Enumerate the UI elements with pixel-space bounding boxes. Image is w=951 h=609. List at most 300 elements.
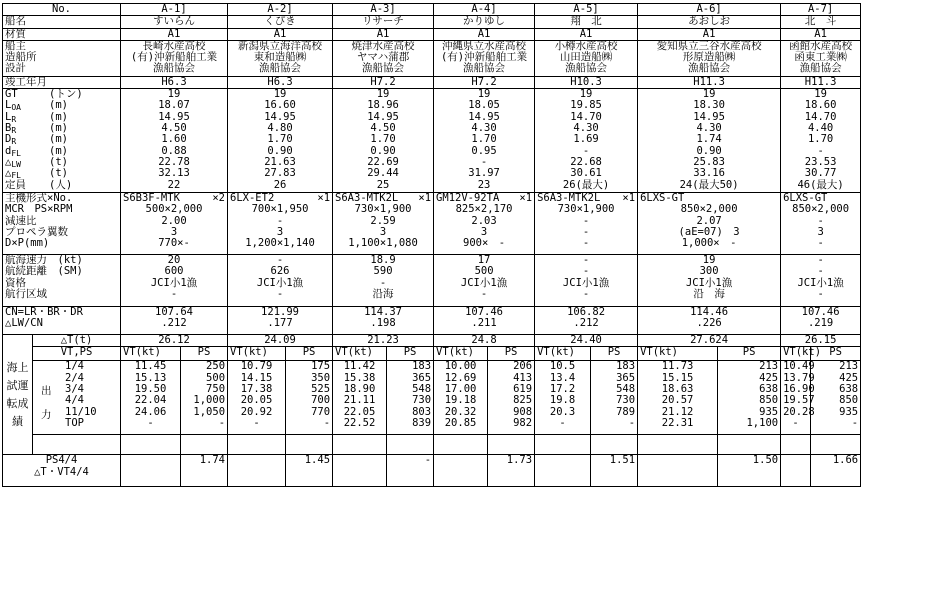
label-engine: [3, 193, 121, 255]
engine-values: [638, 193, 781, 255]
cell-line: 21.11: [343, 394, 376, 407]
vt-values: [333, 361, 387, 435]
cell-line: 漁船協会: [259, 62, 302, 75]
cell-line: ヤマハ蒲郡: [356, 51, 410, 64]
cell-line: 14.95: [158, 110, 190, 123]
cell-line: 11.45: [134, 360, 167, 373]
cn-values: [228, 307, 333, 335]
cell-line: 1.69: [573, 133, 599, 146]
engine-model: 6LXS-GT: [640, 192, 685, 205]
cn-values: [638, 307, 781, 335]
cell-line: -: [253, 416, 260, 429]
cell-line: 700: [311, 394, 331, 407]
vt-values: [535, 361, 591, 435]
cell-line: 0.90: [267, 144, 293, 157]
cell-line: 船主: [5, 39, 26, 52]
cell-line: 300: [699, 265, 719, 278]
cell-line: -: [582, 254, 590, 267]
cell-line: 33.16: [693, 167, 725, 180]
cell-line: 850: [839, 394, 859, 407]
dim-label: 定員 (人): [5, 178, 73, 191]
label-vtps: VT,PS: [33, 347, 121, 361]
cell-line: 19: [273, 88, 287, 101]
cell-line: 4.40: [807, 122, 834, 135]
cell-line: .219: [807, 317, 834, 330]
cell-line: MCR PS×RPM: [5, 203, 73, 216]
engine-mcr: 825×2,170: [455, 203, 513, 216]
completed: H11.3: [638, 76, 781, 88]
cell-line: 22.05: [343, 405, 376, 418]
engine-dp: 1,200×1,140: [245, 237, 315, 250]
cell-line: 590: [373, 265, 393, 278]
dims-values: [781, 89, 861, 193]
owner-info: [638, 40, 781, 76]
engine-values: [434, 193, 535, 255]
ship-name: あおしお: [638, 16, 781, 28]
spacer: [228, 435, 286, 455]
cell-line: 10.79: [240, 360, 273, 373]
dim-label: $\triangle_{LW}$ (t): [5, 155, 68, 169]
cell-line: (有)沖新船舶工業: [130, 51, 218, 64]
cell-line: 30.77: [804, 167, 837, 180]
engine-mcr: 730×1,900: [557, 203, 615, 216]
cell-line: -: [817, 265, 824, 278]
cell-line: 638: [759, 383, 779, 396]
ps-values: [488, 361, 535, 435]
cell-line: 22.78: [158, 155, 190, 168]
footer-value: 1.73: [488, 455, 535, 487]
cell-line: 365: [616, 371, 636, 384]
label-name: 船名: [3, 16, 121, 28]
cell-line: 20.85: [444, 416, 477, 429]
cell-line: 213: [759, 360, 779, 373]
cell-line: 18.07: [158, 99, 190, 112]
cell-line: 14.95: [468, 110, 500, 123]
cell-line: 19: [702, 88, 716, 101]
cell-line: 22.69: [367, 155, 399, 168]
cell-line: 365: [412, 371, 432, 384]
cell-line: 26(最大): [562, 178, 610, 191]
spacer: [181, 435, 228, 455]
cell-line: 18.96: [367, 99, 399, 112]
cell-line: 13.4: [549, 371, 576, 384]
service-values: [333, 255, 434, 307]
cell-line: 18.05: [468, 99, 500, 112]
spacer: [638, 435, 718, 455]
dims-values: [535, 89, 638, 193]
engine-reduction: 2.00: [161, 214, 187, 227]
cell-line: 19: [167, 88, 181, 101]
service-values: [638, 255, 781, 307]
cell-line: 22: [167, 178, 181, 191]
footer-blank: [333, 455, 387, 487]
cell-line: 31.97: [468, 167, 500, 180]
cell-line: 935: [759, 405, 779, 418]
label-service: [3, 255, 121, 307]
cell-line: 22.31: [661, 416, 694, 429]
completed: H6.3: [228, 76, 333, 88]
cell-line: 114.46: [690, 306, 729, 319]
cell-line: 16.90: [783, 383, 815, 396]
vt-values: [638, 361, 718, 435]
cell-line: 803: [412, 405, 432, 418]
dim-label: $L_R$ (m): [5, 110, 68, 124]
cell-line: 1.70: [267, 133, 293, 146]
ship-id-5: A-5]: [535, 4, 638, 16]
dt-value: 21.23: [333, 335, 434, 347]
cell-line: 函館水産高校: [789, 39, 853, 52]
cell-line: 新潟県立海洋高校: [238, 39, 323, 52]
completed: H7.2: [333, 76, 434, 88]
label-owner: [3, 40, 121, 76]
trial-side-label: 海上試運転成績: [3, 335, 33, 455]
cell-line: 15.38: [343, 371, 376, 384]
label-dims: [3, 89, 121, 193]
engine-blades: 3: [480, 226, 488, 239]
engine-model: GM12V-92TA: [436, 192, 500, 205]
label-material: 材質: [3, 28, 121, 40]
cell-line: 1.70: [471, 133, 497, 146]
engine-dp: -: [582, 237, 590, 250]
head-ps: PS: [591, 347, 638, 361]
cell-line: -: [851, 416, 859, 429]
engine-dp: 1,000× -: [681, 237, 737, 250]
cell-line: 25: [376, 178, 390, 191]
head-vt: VT(kt): [638, 347, 718, 361]
cell-line: 1.74: [696, 133, 722, 146]
head-vt: VT(kt): [434, 347, 488, 361]
cell-line: .211: [471, 317, 497, 330]
load-level: 3/4: [65, 383, 84, 396]
cell-line: .226: [696, 317, 722, 330]
ship-spec-table: [2, 3, 861, 487]
cell-line: 730: [412, 394, 432, 407]
cell-line: JCI小1漁: [562, 276, 610, 289]
cell-line: 18.63: [661, 383, 694, 396]
cell-line: 107.46: [465, 306, 504, 319]
material: A1: [781, 28, 861, 40]
cell-line: 600: [164, 265, 184, 278]
engine-dp: 770×-: [158, 237, 190, 250]
engine-blades: 3: [276, 226, 284, 239]
cell-line: 18.60: [804, 99, 837, 112]
material: A1: [638, 28, 781, 40]
footer-blank: [535, 455, 591, 487]
engine-values: [121, 193, 228, 255]
cell-line: 11.42: [343, 360, 376, 373]
ps-values: [718, 361, 781, 435]
cell-line: 525: [311, 383, 331, 396]
cell-line: 770: [311, 405, 331, 418]
cell-line: -: [582, 265, 590, 278]
material: A1: [121, 28, 228, 40]
dt-value: 24.8: [434, 335, 535, 347]
footer-value: 1.50: [718, 455, 781, 487]
cell-line: -: [276, 288, 284, 301]
cell-line: 22.52: [343, 416, 376, 429]
cell-line: 17.38: [240, 383, 273, 396]
cell-line: 619: [513, 383, 533, 396]
cell-line: .212: [573, 317, 599, 330]
engine-values: [535, 193, 638, 255]
engine-count: ×1: [622, 192, 636, 205]
cell-line: (有)沖新船舶工業: [440, 51, 528, 64]
load-level: TOP: [65, 416, 84, 429]
cell-line: 4.30: [696, 122, 722, 135]
spacer: [718, 435, 781, 455]
cell-line: .198: [370, 317, 396, 330]
engine-model: S6A3-MTK2L: [335, 192, 399, 205]
cell-line: 548: [616, 383, 636, 396]
engine-dp: 1,100×1,080: [348, 237, 418, 250]
cell-line: -: [582, 288, 590, 301]
cell-line: 24(最大50): [679, 178, 739, 191]
footer-blank: [228, 455, 286, 487]
cell-line: 107.64: [155, 306, 193, 319]
cell-line: 30.61: [570, 167, 602, 180]
cell-line: -: [480, 155, 488, 168]
engine-count: ×1: [418, 192, 432, 205]
ship-name: くぴき: [228, 16, 333, 28]
cell-line: 19: [477, 88, 491, 101]
cell-line: 19.85: [570, 99, 602, 112]
cell-line: JCI小1漁: [460, 276, 508, 289]
trial-loads: [33, 361, 121, 435]
cell-line: 0.90: [370, 144, 396, 157]
dt-value: 24.40: [535, 335, 638, 347]
engine-count: ×1: [317, 192, 331, 205]
cell-line: 26: [273, 178, 287, 191]
cell-line: -: [559, 416, 566, 429]
spacer: [286, 435, 333, 455]
ps-values: [286, 361, 333, 435]
cell-line: -: [276, 254, 284, 267]
cell-line: 206: [513, 360, 533, 373]
footer-value: 1.66: [811, 455, 861, 487]
engine-reduction: 2.59: [370, 214, 396, 227]
engine-blades: -: [582, 226, 590, 239]
cell-line: 638: [839, 383, 859, 396]
cell-line: 4.50: [370, 122, 396, 135]
cell-line: 935: [839, 405, 859, 418]
head-ps: PS: [811, 347, 861, 361]
cell-line: 19: [702, 254, 716, 267]
cell-line: 19.50: [134, 383, 167, 396]
cell-line: 1.60: [161, 133, 187, 146]
dim-label: $\triangle_{FL}$ (t): [5, 167, 68, 181]
cell-line: 15.15: [661, 371, 694, 384]
cell-line: 沿海: [372, 288, 394, 301]
cell-line: 20.28: [783, 405, 815, 418]
cell-line: 20.92: [240, 405, 273, 418]
engine-mcr: 730×1,900: [354, 203, 412, 216]
dim-label: GT (トン): [5, 88, 83, 101]
footer-value: -: [387, 455, 434, 487]
cell-line: 11.73: [661, 360, 694, 373]
engine-model: S6B3F-MTK: [123, 192, 180, 205]
completed: H10.3: [535, 76, 638, 88]
cell-line: 4.30: [471, 122, 497, 135]
engine-dp: -: [817, 237, 824, 250]
cell-line: 21.63: [264, 155, 296, 168]
cell-line: 18.90: [343, 383, 376, 396]
label-cn: [3, 307, 121, 335]
spacer: [591, 435, 638, 455]
cell-line: 山田造船㈱: [559, 51, 613, 64]
footer-blank: [781, 455, 811, 487]
footer-value: 1.74: [181, 455, 228, 487]
owner-info: [434, 40, 535, 76]
cell-line: -: [379, 276, 387, 289]
cell-line: 19.57: [783, 394, 815, 407]
service-values: [434, 255, 535, 307]
cell-line: 14.95: [693, 110, 725, 123]
cell-line: 750: [206, 383, 226, 396]
cell-line: 減速比: [5, 214, 37, 227]
cell-line: 908: [513, 405, 533, 418]
cell-line: 沿 海: [693, 288, 725, 301]
owner-info: [121, 40, 228, 76]
cell-line: 18.9: [370, 254, 396, 267]
spacer: [333, 435, 387, 455]
cell-line: CN=LR・BR・DR: [5, 306, 83, 319]
cell-line: 主機形式×No.: [5, 192, 73, 205]
cell-line: 425: [759, 371, 779, 384]
cell-line: 航海速力 (kt): [5, 254, 83, 267]
engine-blades: 3: [379, 226, 387, 239]
ship-name: 翔 北: [535, 16, 638, 28]
cell-line: 17.2: [549, 383, 576, 396]
head-vt: VT(kt): [333, 347, 387, 361]
engine-reduction: 2.03: [471, 214, 497, 227]
label-completed: 竣工年月: [3, 76, 121, 88]
cell-line: 121.99: [261, 306, 299, 319]
cell-line: 250: [206, 360, 226, 373]
cell-line: 1,000: [193, 394, 226, 407]
cell-line: 183: [412, 360, 432, 373]
cell-line: 4.30: [573, 122, 599, 135]
cell-line: 14.15: [240, 371, 273, 384]
head-vt: VT(kt): [535, 347, 591, 361]
cell-line: 183: [616, 360, 636, 373]
cell-line: 106.82: [567, 306, 606, 319]
cell-line: -: [817, 288, 824, 301]
service-values: [781, 255, 861, 307]
spacer: [121, 435, 181, 455]
cell-line: 22.68: [570, 155, 602, 168]
cell-line: 413: [513, 371, 533, 384]
cell-line: 形原造船㈱: [682, 51, 736, 64]
engine-reduction: -: [276, 214, 284, 227]
load-level: 2/4: [65, 371, 84, 384]
spacer: [33, 435, 121, 455]
cell-line: 23: [477, 178, 491, 191]
cn-values: [121, 307, 228, 335]
cell-line: 東和造船㈱: [253, 51, 307, 64]
material: A1: [333, 28, 434, 40]
engine-reduction: -: [817, 214, 824, 227]
dt-value: 26.12: [121, 335, 228, 347]
cell-line: 漁船協会: [362, 62, 405, 75]
cell-line: .177: [267, 317, 293, 330]
completed: H7.2: [434, 76, 535, 88]
cell-line: 19: [376, 88, 390, 101]
cell-line: 350: [311, 371, 331, 384]
spacer: [434, 435, 488, 455]
cell-line: 0.95: [471, 144, 497, 157]
cell-line: -: [147, 416, 154, 429]
engine-mcr: 700×1,950: [251, 203, 309, 216]
cell-line: 小樽水産高校: [554, 39, 618, 52]
cell-line: 19: [814, 88, 827, 101]
ship-id-1: A-1]: [121, 4, 228, 16]
cell-line: 14.95: [264, 110, 296, 123]
engine-values: [333, 193, 434, 255]
engine-reduction: -: [582, 214, 590, 227]
cell-line: 25.83: [693, 155, 725, 168]
cell-line: 19.18: [444, 394, 477, 407]
load-level: 4/4: [65, 394, 84, 407]
cell-line: 20.05: [240, 394, 273, 407]
cell-line: 漁船協会: [153, 62, 195, 75]
dim-label: $B_R$ (m): [5, 122, 68, 136]
header-no: No.: [3, 4, 121, 16]
cell-line: .212: [161, 317, 187, 330]
dims-values: [333, 89, 434, 193]
cell-line: 23.53: [804, 155, 837, 168]
cell-line: 548: [412, 383, 432, 396]
owner-info: [228, 40, 333, 76]
ship-name: かりゆし: [434, 16, 535, 28]
service-values: [535, 255, 638, 307]
cn-values: [434, 307, 535, 335]
head-vt: VT(kt): [121, 347, 181, 361]
ps-values: [591, 361, 638, 435]
cell-line: 20: [167, 254, 181, 267]
cell-line: 漁船協会: [799, 62, 842, 75]
cell-line: 函東工業㈱: [794, 51, 847, 64]
spacer: [781, 435, 811, 455]
cell-line: プロペラ翼数: [5, 226, 68, 239]
cell-line: 漁船協会: [688, 62, 731, 75]
cell-line: 27.83: [264, 167, 296, 180]
cell-line: 資格: [5, 276, 26, 289]
material: A1: [535, 28, 638, 40]
vt-values: [434, 361, 488, 435]
cell-line: JCI小1漁: [150, 276, 198, 289]
cell-line: 漁船協会: [565, 62, 608, 75]
footer-blank: [121, 455, 181, 487]
ps-values: [181, 361, 228, 435]
cell-line: 730: [616, 394, 636, 407]
ship-name: リサーチ: [333, 16, 434, 28]
cell-line: 沖縄県立水産高校: [442, 39, 527, 52]
footer-value: 1.45: [286, 455, 333, 487]
cell-line: 航続距離 (SM): [5, 265, 83, 278]
cell-line: 175: [311, 360, 331, 373]
output-label: 出力: [41, 385, 52, 422]
dims-values: [638, 89, 781, 193]
cell-line: -: [817, 254, 824, 267]
cell-line: 20.57: [661, 394, 694, 407]
cell-line: 14.70: [804, 110, 837, 123]
cn-values: [333, 307, 434, 335]
engine-values: [228, 193, 333, 255]
cell-line: 10.5: [549, 360, 576, 373]
ship-id-7: A-7]: [781, 4, 861, 16]
cell-line: -: [218, 416, 226, 429]
spacer: [535, 435, 591, 455]
